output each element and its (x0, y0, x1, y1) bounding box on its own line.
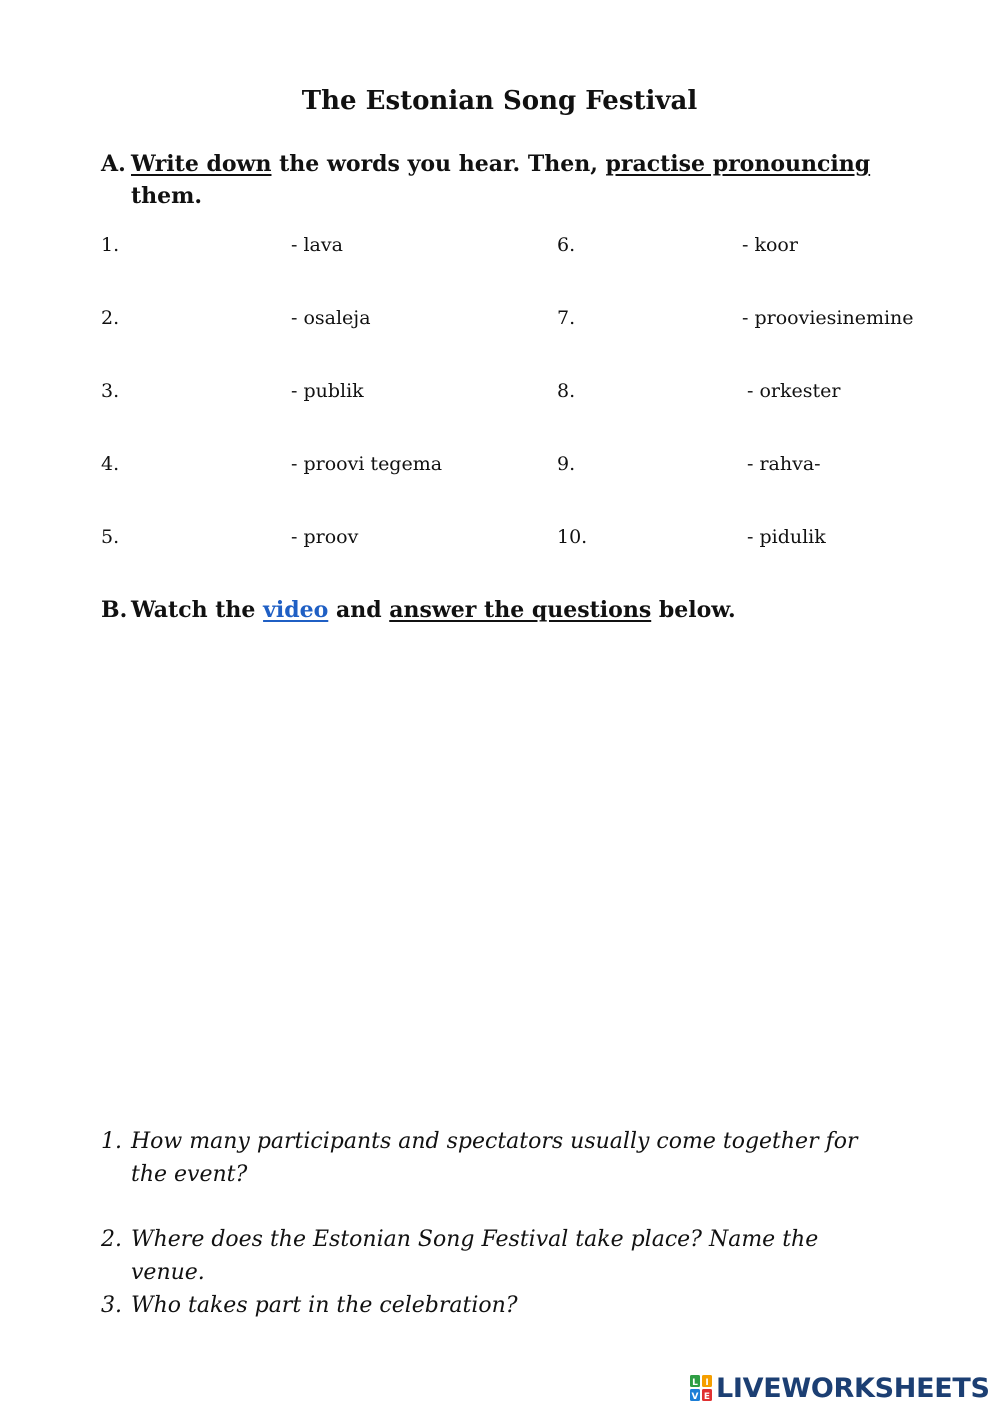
word-text: - koor (742, 234, 798, 256)
svg-text:V: V (691, 1392, 699, 1401)
video-link[interactable]: video (263, 597, 329, 623)
word-text: - osaleja (291, 307, 371, 329)
word-number: 4. (101, 453, 120, 475)
word-text: - lava (291, 234, 343, 256)
svg-text:E: E (703, 1392, 711, 1401)
section-b-text: below. (651, 597, 736, 623)
section-b-text: Watch the (131, 597, 264, 623)
word-number: 5. (101, 526, 120, 548)
word-number: 1. (101, 234, 120, 256)
word-text: - proovi tegema (291, 453, 443, 475)
word-text: - prooviesinemine (742, 307, 914, 329)
instruction-write-down: Write down (131, 151, 272, 177)
instruction-practise: practise pronouncing (605, 151, 871, 177)
word-number: 6. (557, 234, 576, 256)
word-number: 2. (101, 307, 120, 329)
word-text: - publik (291, 380, 364, 402)
question-item (101, 1289, 881, 1322)
question-text: Where does the Estonian Song Festival take place? Name the venue. (131, 1227, 819, 1285)
word-text: - rahva- (747, 453, 821, 475)
section-b-letter: B. (101, 597, 128, 623)
section-b-heading (101, 594, 901, 626)
instruction-text-cont: them. (131, 183, 203, 209)
word-number: 7. (557, 307, 576, 329)
liveworksheets-logo[interactable] (690, 1373, 990, 1403)
word-number: 8. (557, 380, 576, 402)
instruction-text: the words you hear. Then, (271, 151, 606, 177)
question-item (101, 1223, 881, 1289)
word-number: 10. (557, 526, 588, 548)
word-text: - orkester (747, 380, 841, 402)
logo-text: LIVEWORKSHEETS (716, 1372, 990, 1404)
section-a-heading (101, 148, 901, 212)
question-text: How many participants and spectators usually come together for the event? (131, 1129, 858, 1187)
word-number: 9. (557, 453, 576, 475)
question-text: Who takes part in the celebration? (131, 1293, 518, 1318)
svg-text:I: I (705, 1378, 709, 1388)
word-number: 3. (101, 380, 120, 402)
question-number: 2. (101, 1227, 122, 1252)
word-text: - proov (291, 526, 359, 548)
svg-text:L: L (692, 1378, 698, 1388)
section-b-text: and (328, 597, 390, 623)
word-text: - pidulik (747, 526, 826, 548)
question-item (101, 1125, 881, 1191)
section-a-letter: A. (101, 151, 126, 177)
instruction-answer: answer the questions (389, 597, 652, 623)
question-number: 3. (101, 1293, 122, 1318)
liveworksheets-logo-icon (690, 1375, 712, 1401)
question-number: 1. (101, 1129, 122, 1154)
page-title: The Estonian Song Festival (301, 86, 698, 116)
